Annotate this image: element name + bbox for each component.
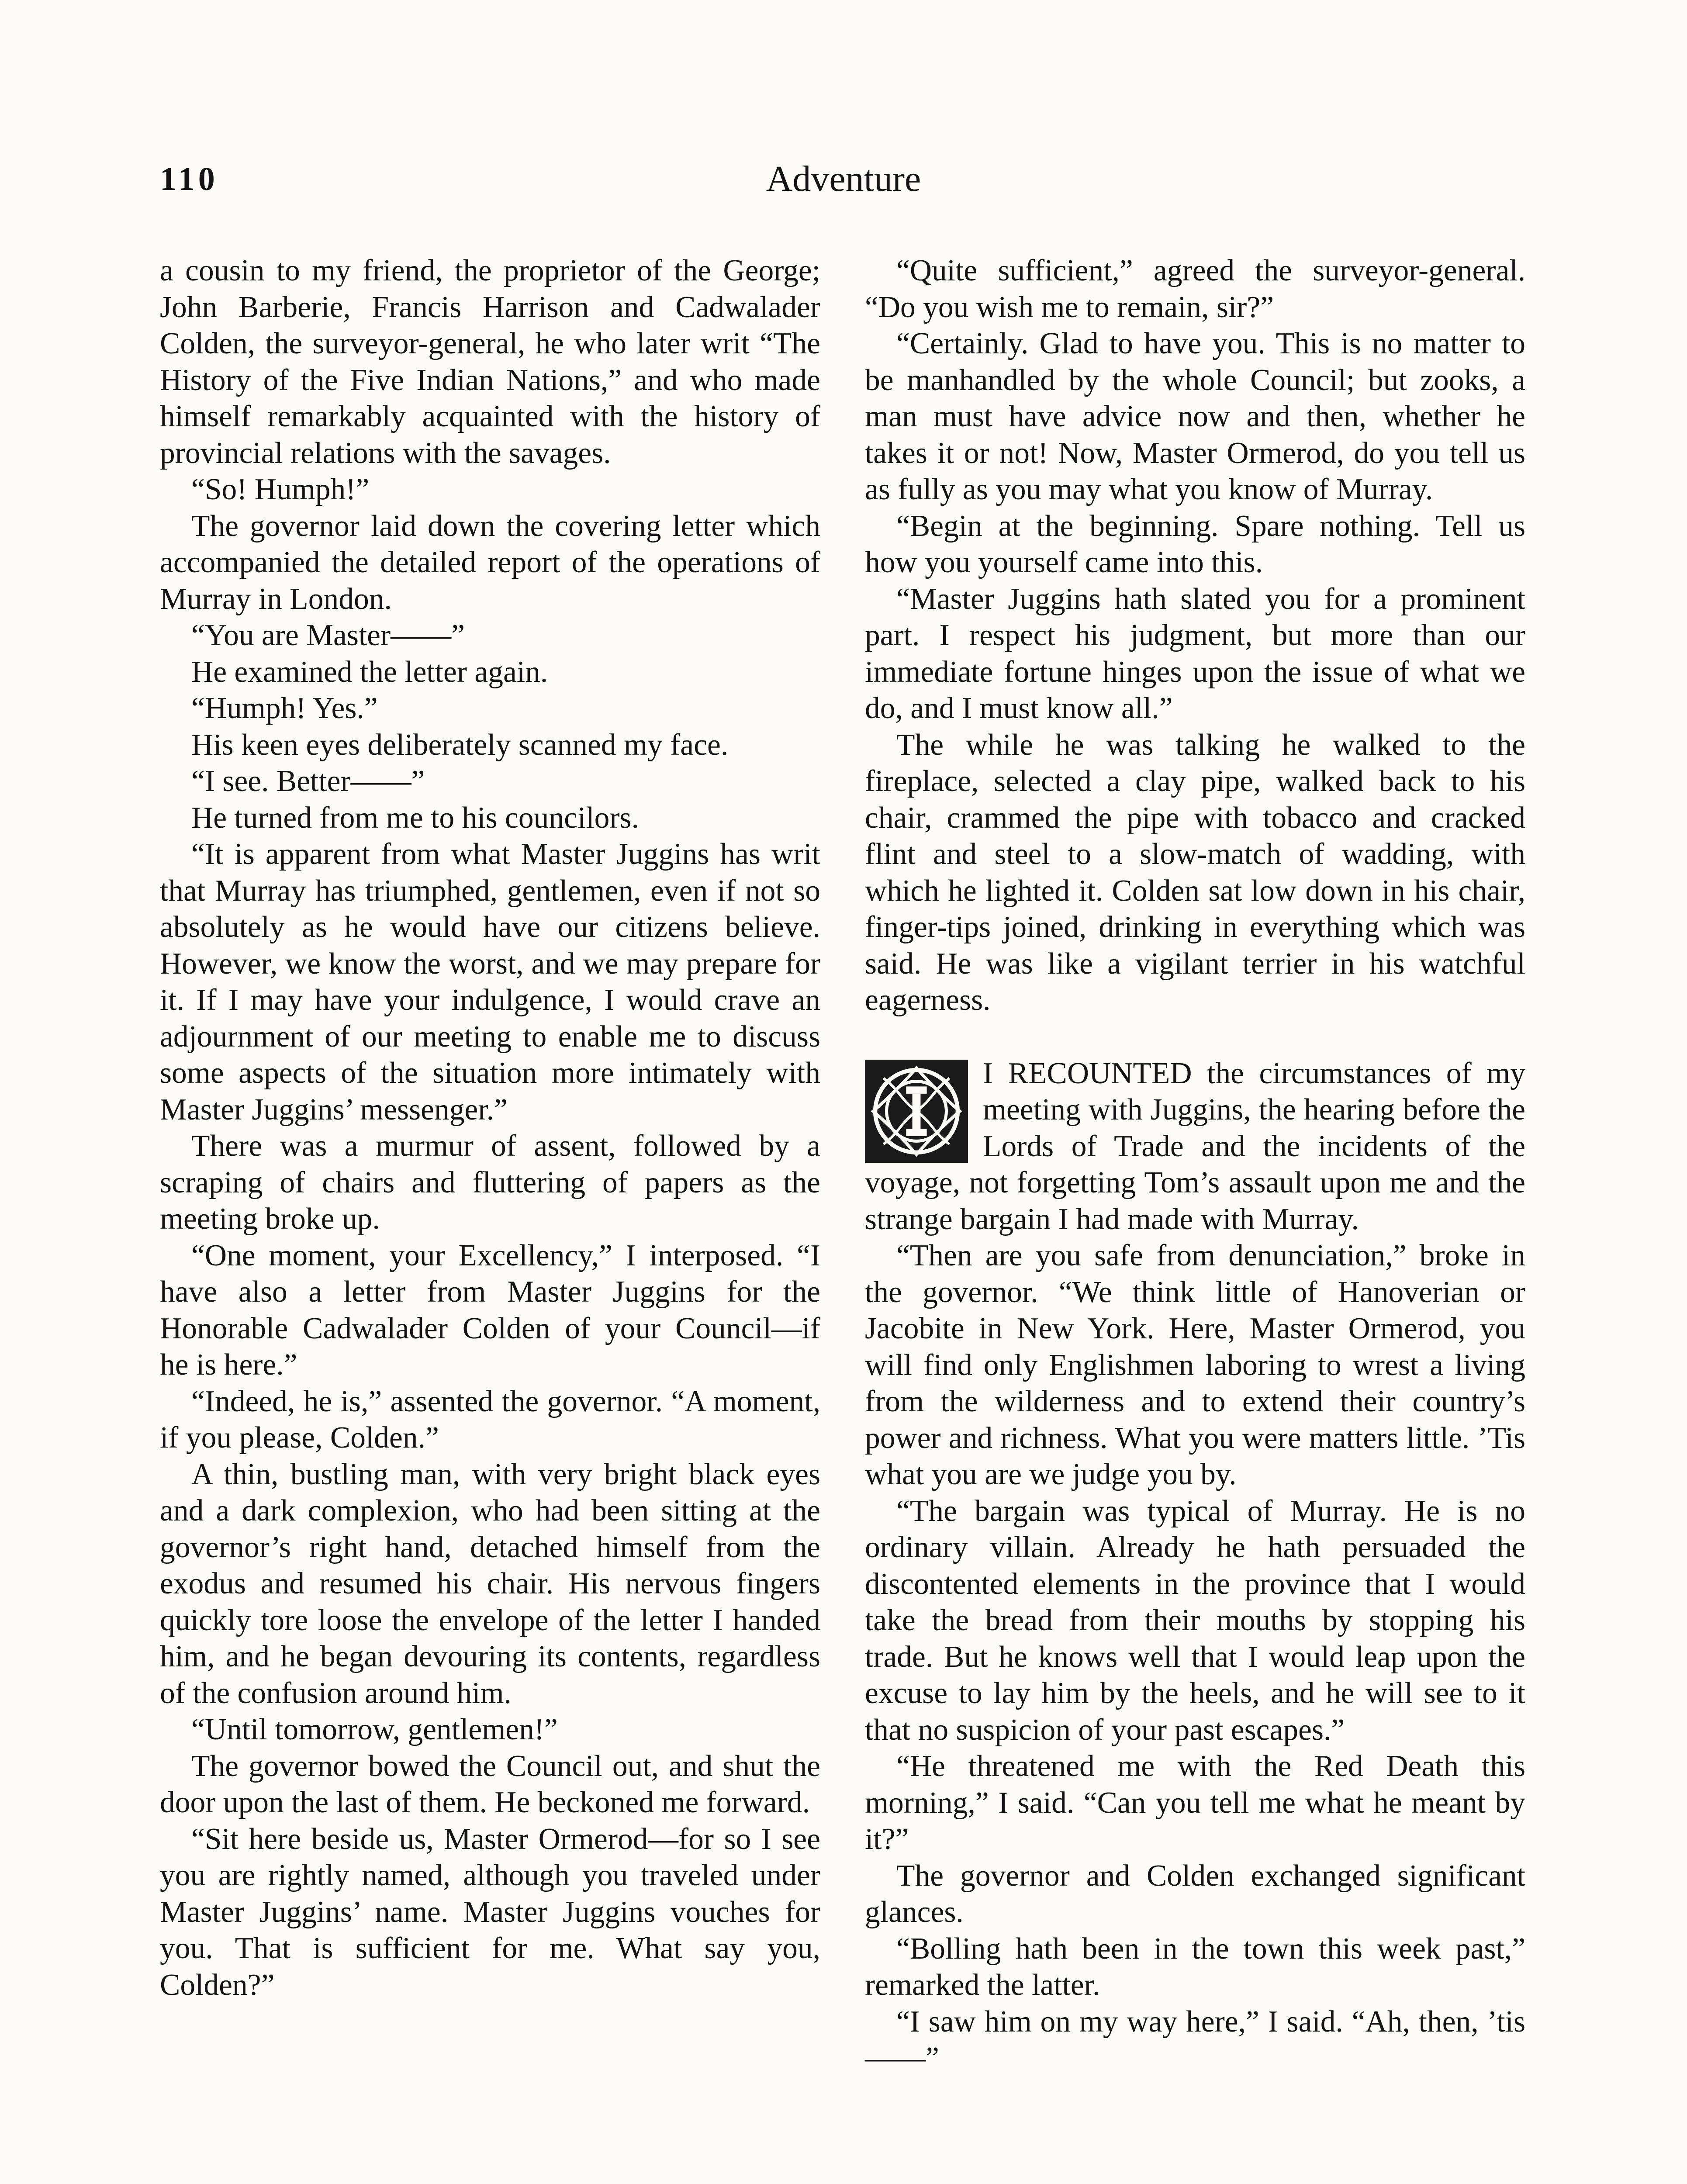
paragraph: The while he was talking he walked to the fireplace, selected a clay pipe, walked back to his chair, crammed the pipe with tobacco and cracked flint and steel to a slow-match of wadding, with which he lighted it. Colden sat low down in his chair, finger-tips joined, drinking in everything which was said. He was like a vigilant terrier in his watchful eagerness. [865,728,1525,1017]
paragraph: “Indeed, he is,” assented the governor. “A moment, if you please, Colden.” [160,1384,820,1455]
paragraph: He turned from me to his councilors. [191,801,639,835]
paragraph: “So! Humph!” [191,473,370,506]
paragraph: A thin, bustling man, with very bright black eyes and a dark complexion, who had been sitting at the governor’s right hand, detached himself from the exodus and resumed his chair. His nervous fingers quickly tore loose the envelope of the letter I handed him, and he began devouring its contents, regardless of the confusion around him. [160,1457,820,1710]
paragraph: “Quite sufficient,” agreed the surveyor-general. “Do you wish me to remain, sir?” [865,254,1525,324]
paragraph: “The bargain was typical of Murray. He is no ordinary villain. Already he hath persuaded the discontented elements in the province that I would take the bread from their mouths by stopping his trade. But he knows well that I would leap upon the excuse to lay him by the heels, and he will see to it that no suspicion of your past escapes.” [865,1494,1525,1747]
paragraph: “Begin at the beginning. Spare nothing. Tell us how you yourself came into this. [865,509,1525,579]
paragraph: “It is apparent from what Master Juggins has writ that Murray has triumphed, gentlemen, even if not so absolutely as he would have our citizens believe. However, we know the worst, and we may prepare for it. If I may have your indulgence, I would crave an adjournment of our meeting to enable me to discuss some aspects of the situation more intimately with Master Juggins’ messenger.” [160,837,820,1127]
paragraph: “He threatened me with the Red Death this morning,” I said. “Can you tell me what he meant by it?” [865,1749,1525,1856]
page-number: 110 [160,161,218,197]
section-opening-paragraph [865,1055,1525,1238]
left-column [160,252,820,2003]
paragraph: He examined the letter again. [191,655,548,689]
paragraph: “I saw him on my way here,” I said. “Ah, then, ’tis——” [865,2004,1525,2075]
paragraph: “Then are you safe from denunciation,” broke in the governor. “We think little of Hanoverian or Jacobite in New York. Here, Master Ormerod, you will find only Englishmen laboring to wrest a living from the wilderness and to extend their country’s power and richness. What you were matters little. ’Tis what you are we judge you by. [865,1239,1525,1491]
ornamental-initial-i-icon [865,1060,968,1163]
paragraph: The governor bowed the Council out, and shut the door upon the last of them. He beckoned me forward. [160,1749,820,1819]
paragraph: “Certainly. Glad to have you. This is no matter to be manhandled by the whole Council; but zooks, a man must have advice now and then, whether he takes it or not! Now, Master Ormerod, do you tell us as fully as you may what you know of Murray. [865,327,1525,506]
paragraph: “Bolling hath been in the town this week past,” remarked the latter. [865,1932,1525,2002]
paragraph: “Until tomorrow, gentlemen!” [191,1713,558,1746]
section-first-paragraph-text: the circumstances of my meeting with Juggins, the hearing before the Lords of Trade and the incidents of the voyage, not forgetting Tom’s assault upon me and the strange bargain I had made with Murray. [865,1056,1525,1236]
paragraph: His keen eyes deliberately scanned my face. [191,728,729,762]
paragraph: The governor and Colden exchanged significant glances. [865,1859,1525,1929]
paragraph: “You are Master——” [191,619,465,652]
paragraph: “Humph! Yes.” [191,691,378,725]
running-title: Adventure [766,159,921,199]
paragraph: a cousin to my friend, the proprietor of the George; John Barberie, Francis Harrison and Cadwalader Colden, the surveyor-general, he who later writ “The History of the Five Indian Nations,” and who made himself remarkably acquainted with the history of provincial relations with the savages. [160,254,820,470]
paragraph: There was a murmur of assent, followed by a scraping of chairs and fluttering of papers as the meeting broke up. [160,1129,820,1236]
right-column [865,252,1525,2077]
paragraph: The governor laid down the covering letter which accompanied the detailed report of the operations of Murray in London. [160,509,820,616]
paragraph: “I see. Better——” [191,764,425,798]
section-lead-words: I RECOUNTED [983,1056,1192,1090]
paragraph: “Sit here beside us, Master Ormerod—for so I see you are rightly named, although you traveled under Master Juggins’ name. Master Juggins vouches for you. That is sufficient for me. What say you, Colden?” [160,1822,820,2002]
paragraph: “Master Juggins hath slated you for a prominent part. I respect his judgment, but more than our immediate fortune hinges upon the issue of what we do, and I must know all.” [865,582,1525,725]
paragraph: “One moment, your Excellency,” I interposed. “I have also a letter from Master Juggins for the Honorable Cadwalader Colden of your Council—if he is here.” [160,1238,820,1382]
